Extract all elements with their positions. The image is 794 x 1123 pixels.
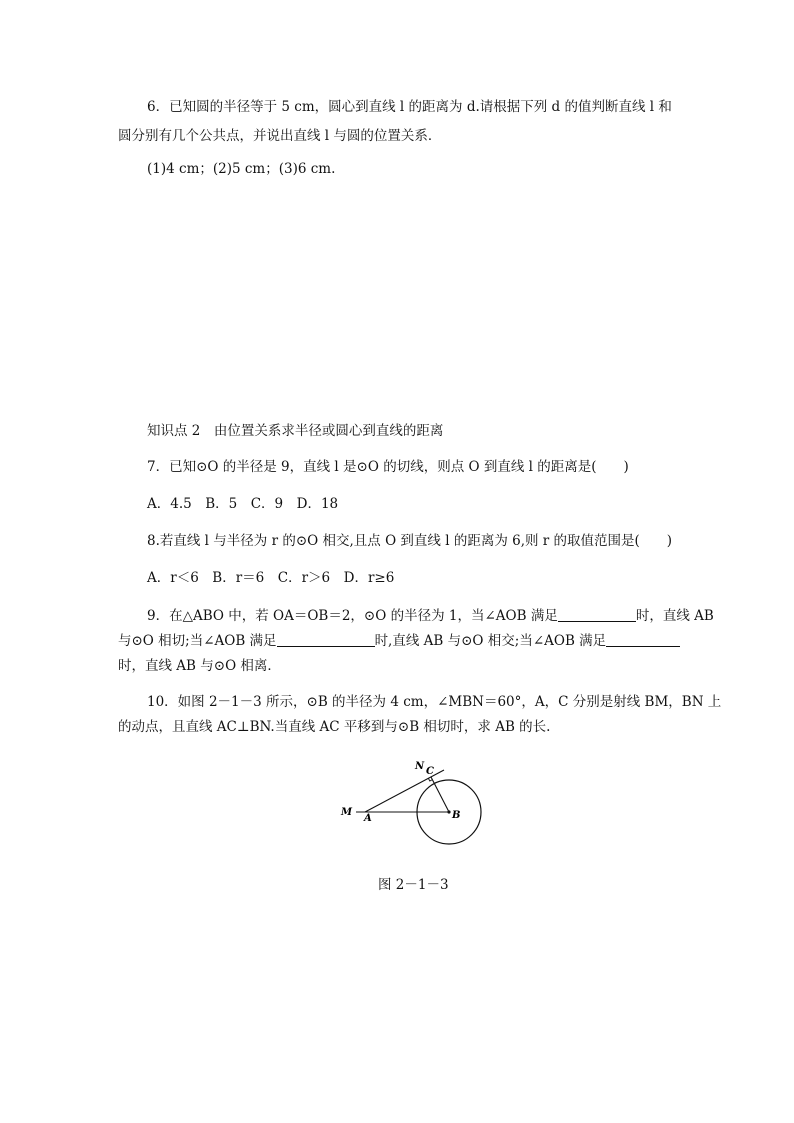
q9-text-d: 时,直线 AB 与⊙O 相交;当∠AOB 满足 <box>374 633 607 649</box>
q8-options: A．r＜6 B．r＝6 C．r＞6 D．r≥6 <box>147 570 395 586</box>
label-m: M <box>341 807 353 818</box>
q9-line-2 <box>118 632 680 650</box>
section-heading: 知识点 2 由位置关系求半径或圆心到直线的距离 <box>147 423 444 439</box>
segment-bc <box>431 777 449 812</box>
label-a: A <box>364 813 372 824</box>
q10-line-2: 的动点，且直线 AC⊥BN.当直线 AC 平移到与⊙B 相切时，求 AB 的长. <box>118 719 551 735</box>
figure-caption: 图 2－1－3 <box>378 877 449 893</box>
q6-line-1: 6．已知圆的半径等于 5 cm，圆心到直线 l 的距离为 d.请根据下列 d 的值判断直线 l 和 <box>147 99 672 115</box>
answer-blank-3[interactable] <box>606 632 680 647</box>
label-c: C <box>426 766 434 777</box>
q10-line-1: 10．如图 2－1－3 所示，⊙B 的半径为 4 cm，∠MBN＝60°，A，C 分别是射线 BM，BN 上 <box>147 694 722 710</box>
answer-blank-1[interactable] <box>558 607 636 622</box>
q9-line-3: 时，直线 AB 与⊙O 相离． <box>118 658 281 674</box>
label-b: B <box>452 810 461 821</box>
q9-text-b: 时，直线 AB <box>635 608 714 624</box>
q9-line-1 <box>147 607 714 625</box>
q7-stem: 7．已知⊙O 的半径是 9，直线 l 是⊙O 的切线，则点 O 到直线 l 的距离是( ) <box>147 459 629 475</box>
q7-options: A．4.5 B．5 C．9 D．18 <box>147 496 339 512</box>
q6-line-2: 圆分别有几个公共点，并说出直线 l 与圆的位置关系． <box>118 128 442 144</box>
answer-blank-2[interactable] <box>277 632 375 647</box>
q9-text-a: 9．在△ABO 中，若 OA＝OB＝2，⊙O 的半径为 1，当∠AOB 满足 <box>147 608 558 624</box>
center-point-b <box>447 810 450 813</box>
geometry-figure <box>330 756 500 856</box>
q6-subparts: (1)4 cm；(2)5 cm；(3)6 cm. <box>147 161 336 177</box>
label-n: N <box>415 761 425 772</box>
q8-stem: 8.若直线 l 与半径为 r 的⊙O 相交,且点 O 到直线 l 的距离为 6,则 r 的取值范围是( ) <box>147 533 673 549</box>
q9-text-c: 与⊙O 相切;当∠AOB 满足 <box>118 633 277 649</box>
